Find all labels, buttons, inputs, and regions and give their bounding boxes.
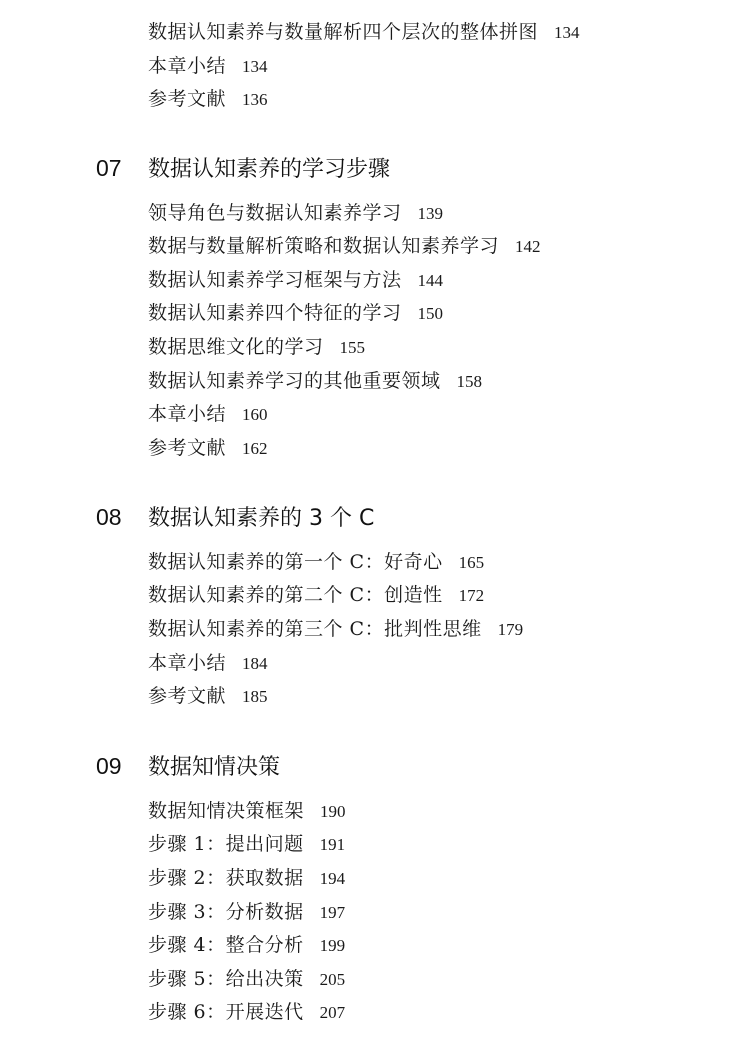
toc-entry [148, 863, 345, 893]
entry-title: 数据思维文化的学习 [148, 336, 324, 358]
entry-title: 数据认知素养四个特征的学习 [148, 302, 402, 324]
chapter-title: 数据认知素养的学习步骤 [148, 157, 391, 182]
entry-page: 172 [458, 586, 485, 605]
toc-entry [148, 964, 345, 994]
toc-entry [148, 433, 268, 463]
entry-page: 194 [319, 869, 346, 888]
entry-title: 数据知情决策框架 [148, 800, 305, 822]
toc-entry [148, 580, 484, 610]
chapter-number: 08 [96, 504, 122, 530]
entry-page: 179 [497, 620, 524, 639]
entry-title: 参考文献 [148, 437, 227, 459]
toc-entry [148, 231, 541, 261]
toc-entry [148, 265, 443, 295]
toc-entry [148, 366, 482, 396]
entry-page: 158 [456, 372, 483, 391]
toc-entry [148, 930, 345, 960]
toc-entry [148, 17, 580, 47]
entry-title: 数据与数量解析策略和数据认知素养学习 [148, 235, 500, 257]
entry-page: 150 [417, 304, 444, 323]
entry-title: 数据认知素养学习框架与方法 [148, 269, 402, 291]
entry-page: 190 [320, 802, 346, 821]
entry-title: 参考文献 [148, 685, 227, 707]
entry-title: 数据认知素养与数量解析四个层次的整体拼图 [148, 21, 539, 43]
entry-page: 139 [417, 204, 444, 223]
toc-entry [148, 298, 443, 328]
entry-title: 参考文献 [148, 88, 227, 110]
entry-page: 155 [339, 338, 366, 357]
entry-title: 步骤 4：整合分析 [148, 934, 304, 956]
toc-entry [148, 897, 345, 927]
entry-title: 步骤 2：获取数据 [148, 867, 304, 889]
chapter-title: 数据认知素养的 3 个 C [148, 506, 375, 531]
toc-entry [148, 399, 268, 429]
chapter-title: 数据知情决策 [148, 755, 281, 780]
toc-entry [148, 332, 365, 362]
entry-title: 步骤 3：分析数据 [148, 901, 304, 923]
entry-page: 165 [458, 553, 485, 572]
entry-title: 数据认知素养的第一个 C：好奇心 [148, 551, 443, 573]
chapter-number: 07 [96, 155, 122, 181]
entry-page: 134 [242, 57, 268, 76]
entry-page: 144 [417, 271, 444, 290]
entry-title: 数据认知素养学习的其他重要领域 [148, 370, 441, 392]
toc-entry [148, 51, 268, 81]
entry-title: 领导角色与数据认知素养学习 [148, 202, 402, 224]
entry-title: 本章小结 [148, 403, 227, 425]
entry-page: 160 [242, 405, 268, 424]
toc-entry [148, 681, 268, 711]
entry-page: 184 [242, 654, 268, 673]
toc-entry [148, 829, 345, 859]
entry-page: 136 [242, 90, 268, 109]
chapter-heading [96, 748, 280, 784]
toc-entry [148, 614, 523, 644]
entry-page: 134 [554, 23, 580, 42]
toc-entry [148, 198, 443, 228]
entry-title: 步骤 5：给出决策 [148, 968, 304, 990]
entry-title: 步骤 6：开展迭代 [148, 1001, 304, 1023]
entry-title: 本章小结 [148, 652, 227, 674]
toc-entry [148, 547, 484, 577]
entry-page: 199 [319, 936, 346, 955]
entry-page: 207 [319, 1003, 346, 1022]
entry-page: 162 [242, 439, 268, 458]
chapter-heading [96, 499, 374, 535]
entry-page: 197 [319, 903, 346, 922]
toc-entry [148, 796, 346, 826]
chapter-number: 09 [96, 753, 122, 779]
entry-page: 185 [242, 687, 268, 706]
toc-entry [148, 997, 345, 1027]
entry-title: 数据认知素养的第三个 C：批判性思维 [148, 618, 482, 640]
entry-title: 步骤 1：提出问题 [148, 833, 304, 855]
entry-page: 191 [319, 835, 346, 854]
toc-entry [148, 648, 268, 678]
entry-page: 142 [515, 237, 541, 256]
entry-title: 本章小结 [148, 55, 227, 77]
toc-entry [148, 84, 268, 114]
chapter-heading [96, 150, 390, 186]
entry-title: 数据认知素养的第二个 C：创造性 [148, 584, 443, 606]
entry-page: 205 [319, 970, 346, 989]
